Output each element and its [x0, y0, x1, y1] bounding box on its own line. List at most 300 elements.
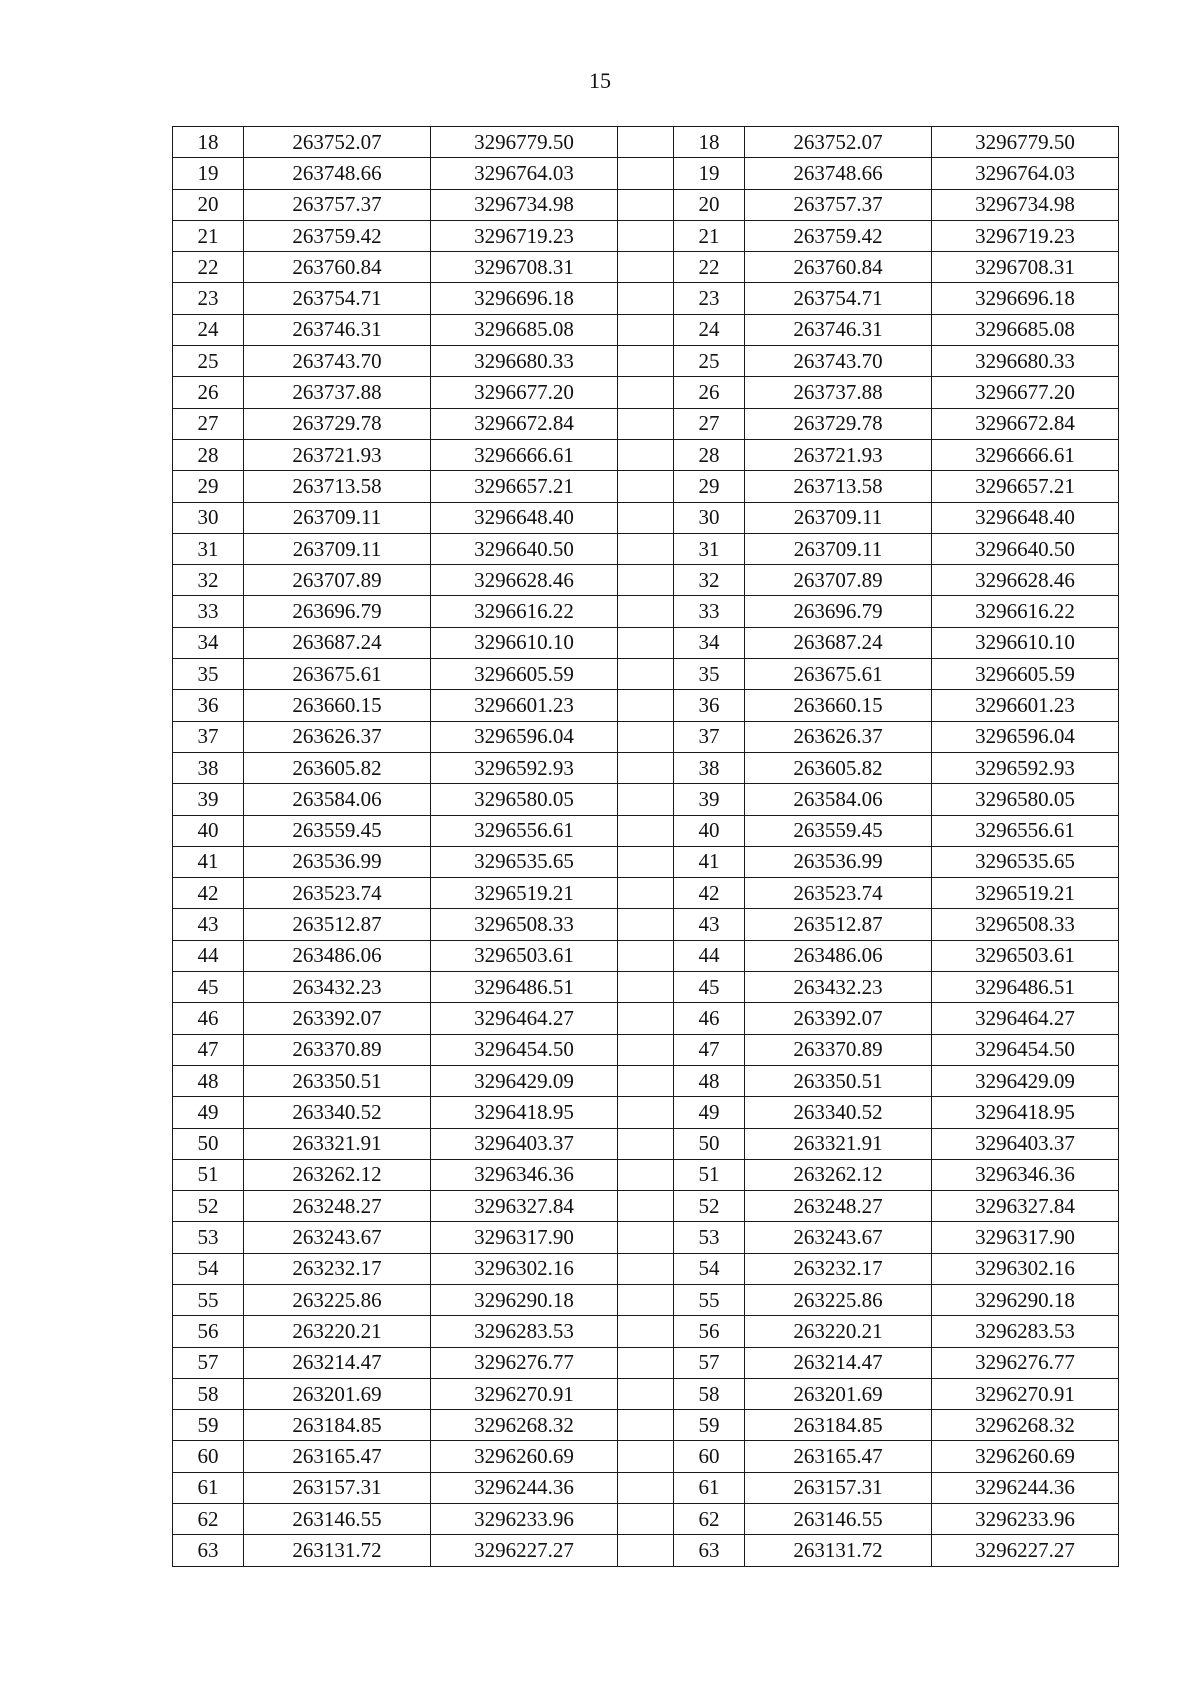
empty-separator-cell [618, 314, 674, 345]
point-number-left: 50 [173, 1128, 244, 1159]
point-number-left: 32 [173, 565, 244, 596]
table-row [173, 627, 1119, 658]
y-coordinate-right: 3296680.33 [932, 346, 1119, 377]
y-coordinate-right: 3296708.31 [932, 252, 1119, 283]
point-number-right: 35 [674, 659, 745, 690]
y-coordinate-right: 3296302.16 [932, 1253, 1119, 1284]
point-number-left: 18 [173, 127, 244, 158]
x-coordinate-right: 263754.71 [745, 283, 932, 314]
empty-separator-cell [618, 846, 674, 877]
y-coordinate-left: 3296233.96 [431, 1504, 618, 1535]
page-number: 15 [589, 68, 611, 93]
x-coordinate-right: 263432.23 [745, 972, 932, 1003]
y-coordinate-left: 3296519.21 [431, 878, 618, 909]
y-coordinate-left: 3296244.36 [431, 1472, 618, 1503]
x-coordinate-left: 263626.37 [244, 721, 431, 752]
point-number-right: 32 [674, 565, 745, 596]
empty-separator-cell [618, 721, 674, 752]
empty-separator-cell [618, 1410, 674, 1441]
empty-separator-cell [618, 1316, 674, 1347]
x-coordinate-left: 263605.82 [244, 752, 431, 783]
y-coordinate-left: 3296508.33 [431, 909, 618, 940]
y-coordinate-right: 3296601.23 [932, 690, 1119, 721]
point-number-right: 24 [674, 314, 745, 345]
x-coordinate-right: 263157.31 [745, 1472, 932, 1503]
empty-separator-cell [618, 784, 674, 815]
x-coordinate-left: 263559.45 [244, 815, 431, 846]
point-number-left: 37 [173, 721, 244, 752]
y-coordinate-left: 3296640.50 [431, 533, 618, 564]
table-row [173, 1535, 1119, 1566]
point-number-right: 26 [674, 377, 745, 408]
x-coordinate-left: 263321.91 [244, 1128, 431, 1159]
x-coordinate-right: 263746.31 [745, 314, 932, 345]
x-coordinate-right: 263248.27 [745, 1191, 932, 1222]
y-coordinate-right: 3296648.40 [932, 502, 1119, 533]
table-row [173, 252, 1119, 283]
x-coordinate-right: 263523.74 [745, 878, 932, 909]
y-coordinate-left: 3296779.50 [431, 127, 618, 158]
point-number-right: 20 [674, 189, 745, 220]
point-number-left: 57 [173, 1347, 244, 1378]
y-coordinate-left: 3296596.04 [431, 721, 618, 752]
y-coordinate-right: 3296429.09 [932, 1065, 1119, 1096]
point-number-right: 23 [674, 283, 745, 314]
x-coordinate-right: 263757.37 [745, 189, 932, 220]
point-number-right: 33 [674, 596, 745, 627]
x-coordinate-left: 263262.12 [244, 1159, 431, 1190]
y-coordinate-left: 3296610.10 [431, 627, 618, 658]
table-row [173, 1191, 1119, 1222]
y-coordinate-right: 3296719.23 [932, 220, 1119, 251]
point-number-right: 58 [674, 1378, 745, 1409]
point-number-right: 22 [674, 252, 745, 283]
table-row [173, 878, 1119, 909]
point-number-right: 27 [674, 408, 745, 439]
table-row [173, 1347, 1119, 1378]
empty-separator-cell [618, 1535, 674, 1566]
y-coordinate-left: 3296556.61 [431, 815, 618, 846]
point-number-left: 61 [173, 1472, 244, 1503]
table-row [173, 972, 1119, 1003]
point-number-left: 41 [173, 846, 244, 877]
y-coordinate-right: 3296233.96 [932, 1504, 1119, 1535]
y-coordinate-left: 3296317.90 [431, 1222, 618, 1253]
table-row [173, 1284, 1119, 1315]
empty-separator-cell [618, 659, 674, 690]
empty-separator-cell [618, 909, 674, 940]
x-coordinate-right: 263707.89 [745, 565, 932, 596]
x-coordinate-left: 263486.06 [244, 940, 431, 971]
table-row [173, 690, 1119, 721]
y-coordinate-left: 3296680.33 [431, 346, 618, 377]
y-coordinate-right: 3296657.21 [932, 471, 1119, 502]
y-coordinate-right: 3296290.18 [932, 1284, 1119, 1315]
y-coordinate-left: 3296648.40 [431, 502, 618, 533]
empty-separator-cell [618, 1284, 674, 1315]
y-coordinate-right: 3296486.51 [932, 972, 1119, 1003]
x-coordinate-left: 263157.31 [244, 1472, 431, 1503]
y-coordinate-left: 3296719.23 [431, 220, 618, 251]
x-coordinate-left: 263201.69 [244, 1378, 431, 1409]
point-number-left: 24 [173, 314, 244, 345]
x-coordinate-left: 263131.72 [244, 1535, 431, 1566]
point-number-left: 51 [173, 1159, 244, 1190]
point-number-left: 53 [173, 1222, 244, 1253]
x-coordinate-left: 263737.88 [244, 377, 431, 408]
table-row [173, 940, 1119, 971]
point-number-left: 33 [173, 596, 244, 627]
x-coordinate-right: 263752.07 [745, 127, 932, 158]
y-coordinate-right: 3296276.77 [932, 1347, 1119, 1378]
y-coordinate-left: 3296734.98 [431, 189, 618, 220]
table-row [173, 377, 1119, 408]
empty-separator-cell [618, 1441, 674, 1472]
x-coordinate-left: 263729.78 [244, 408, 431, 439]
table-row [173, 346, 1119, 377]
empty-separator-cell [618, 252, 674, 283]
table-row [173, 314, 1119, 345]
empty-separator-cell [618, 1222, 674, 1253]
y-coordinate-right: 3296764.03 [932, 158, 1119, 189]
y-coordinate-left: 3296601.23 [431, 690, 618, 721]
point-number-right: 51 [674, 1159, 745, 1190]
point-number-right: 29 [674, 471, 745, 502]
table-row [173, 1222, 1119, 1253]
point-number-right: 28 [674, 439, 745, 470]
y-coordinate-right: 3296418.95 [932, 1097, 1119, 1128]
point-number-right: 44 [674, 940, 745, 971]
x-coordinate-right: 263721.93 [745, 439, 932, 470]
y-coordinate-right: 3296260.69 [932, 1441, 1119, 1472]
y-coordinate-right: 3296346.36 [932, 1159, 1119, 1190]
y-coordinate-left: 3296708.31 [431, 252, 618, 283]
x-coordinate-left: 263713.58 [244, 471, 431, 502]
y-coordinate-left: 3296657.21 [431, 471, 618, 502]
x-coordinate-right: 263737.88 [745, 377, 932, 408]
empty-separator-cell [618, 1253, 674, 1284]
y-coordinate-right: 3296227.27 [932, 1535, 1119, 1566]
table-row [173, 565, 1119, 596]
x-coordinate-left: 263370.89 [244, 1034, 431, 1065]
y-coordinate-left: 3296616.22 [431, 596, 618, 627]
x-coordinate-left: 263687.24 [244, 627, 431, 658]
point-number-left: 29 [173, 471, 244, 502]
y-coordinate-left: 3296535.65 [431, 846, 618, 877]
empty-separator-cell [618, 346, 674, 377]
y-coordinate-left: 3296260.69 [431, 1441, 618, 1472]
table-row [173, 846, 1119, 877]
empty-separator-cell [618, 1159, 674, 1190]
x-coordinate-right: 263220.21 [745, 1316, 932, 1347]
x-coordinate-left: 263759.42 [244, 220, 431, 251]
y-coordinate-left: 3296227.27 [431, 1535, 618, 1566]
y-coordinate-left: 3296346.36 [431, 1159, 618, 1190]
point-number-right: 47 [674, 1034, 745, 1065]
point-number-right: 50 [674, 1128, 745, 1159]
x-coordinate-left: 263523.74 [244, 878, 431, 909]
y-coordinate-right: 3296592.93 [932, 752, 1119, 783]
table-row [173, 1128, 1119, 1159]
x-coordinate-right: 263350.51 [745, 1065, 932, 1096]
x-coordinate-right: 263131.72 [745, 1535, 932, 1566]
x-coordinate-left: 263350.51 [244, 1065, 431, 1096]
x-coordinate-left: 263248.27 [244, 1191, 431, 1222]
y-coordinate-right: 3296666.61 [932, 439, 1119, 470]
y-coordinate-left: 3296290.18 [431, 1284, 618, 1315]
x-coordinate-left: 263243.67 [244, 1222, 431, 1253]
table-row [173, 1316, 1119, 1347]
empty-separator-cell [618, 1128, 674, 1159]
y-coordinate-left: 3296672.84 [431, 408, 618, 439]
table-row [173, 1253, 1119, 1284]
empty-separator-cell [618, 596, 674, 627]
table-row [173, 815, 1119, 846]
x-coordinate-right: 263232.17 [745, 1253, 932, 1284]
table-row [173, 1504, 1119, 1535]
point-number-right: 39 [674, 784, 745, 815]
x-coordinate-right: 263214.47 [745, 1347, 932, 1378]
x-coordinate-right: 263486.06 [745, 940, 932, 971]
y-coordinate-right: 3296610.10 [932, 627, 1119, 658]
x-coordinate-left: 263760.84 [244, 252, 431, 283]
point-number-right: 37 [674, 721, 745, 752]
point-number-left: 49 [173, 1097, 244, 1128]
table-row [173, 1159, 1119, 1190]
coordinates-table [172, 126, 1119, 1567]
y-coordinate-right: 3296605.59 [932, 659, 1119, 690]
y-coordinate-right: 3296283.53 [932, 1316, 1119, 1347]
point-number-right: 63 [674, 1535, 745, 1566]
y-coordinate-left: 3296696.18 [431, 283, 618, 314]
empty-separator-cell [618, 158, 674, 189]
x-coordinate-left: 263584.06 [244, 784, 431, 815]
y-coordinate-right: 3296270.91 [932, 1378, 1119, 1409]
point-number-right: 43 [674, 909, 745, 940]
point-number-right: 62 [674, 1504, 745, 1535]
point-number-right: 34 [674, 627, 745, 658]
y-coordinate-left: 3296429.09 [431, 1065, 618, 1096]
x-coordinate-left: 263754.71 [244, 283, 431, 314]
x-coordinate-right: 263748.66 [745, 158, 932, 189]
x-coordinate-right: 263660.15 [745, 690, 932, 721]
point-number-left: 30 [173, 502, 244, 533]
y-coordinate-left: 3296666.61 [431, 439, 618, 470]
y-coordinate-left: 3296276.77 [431, 1347, 618, 1378]
x-coordinate-left: 263696.79 [244, 596, 431, 627]
empty-separator-cell [618, 502, 674, 533]
x-coordinate-right: 263584.06 [745, 784, 932, 815]
point-number-left: 21 [173, 220, 244, 251]
table-row [173, 1003, 1119, 1034]
point-number-right: 57 [674, 1347, 745, 1378]
point-number-right: 25 [674, 346, 745, 377]
point-number-right: 46 [674, 1003, 745, 1034]
table-row [173, 1097, 1119, 1128]
x-coordinate-left: 263707.89 [244, 565, 431, 596]
empty-separator-cell [618, 220, 674, 251]
point-number-right: 36 [674, 690, 745, 721]
x-coordinate-left: 263709.11 [244, 533, 431, 564]
x-coordinate-right: 263713.58 [745, 471, 932, 502]
point-number-right: 60 [674, 1441, 745, 1472]
x-coordinate-right: 263759.42 [745, 220, 932, 251]
y-coordinate-right: 3296508.33 [932, 909, 1119, 940]
x-coordinate-right: 263201.69 [745, 1378, 932, 1409]
table-row [173, 1441, 1119, 1472]
empty-separator-cell [618, 1347, 674, 1378]
x-coordinate-left: 263392.07 [244, 1003, 431, 1034]
x-coordinate-right: 263392.07 [745, 1003, 932, 1034]
point-number-right: 48 [674, 1065, 745, 1096]
x-coordinate-right: 263225.86 [745, 1284, 932, 1315]
y-coordinate-right: 3296535.65 [932, 846, 1119, 877]
table-row [173, 1065, 1119, 1096]
y-coordinate-right: 3296464.27 [932, 1003, 1119, 1034]
y-coordinate-left: 3296302.16 [431, 1253, 618, 1284]
empty-separator-cell [618, 127, 674, 158]
y-coordinate-right: 3296734.98 [932, 189, 1119, 220]
x-coordinate-right: 263243.67 [745, 1222, 932, 1253]
y-coordinate-right: 3296403.37 [932, 1128, 1119, 1159]
table-row [173, 659, 1119, 690]
empty-separator-cell [618, 533, 674, 564]
x-coordinate-right: 263536.99 [745, 846, 932, 877]
y-coordinate-right: 3296596.04 [932, 721, 1119, 752]
x-coordinate-left: 263220.21 [244, 1316, 431, 1347]
y-coordinate-left: 3296283.53 [431, 1316, 618, 1347]
empty-separator-cell [618, 690, 674, 721]
y-coordinate-right: 3296677.20 [932, 377, 1119, 408]
empty-separator-cell [618, 1378, 674, 1409]
table-row [173, 127, 1119, 158]
x-coordinate-right: 263743.70 [745, 346, 932, 377]
table-row [173, 189, 1119, 220]
x-coordinate-right: 263605.82 [745, 752, 932, 783]
y-coordinate-left: 3296464.27 [431, 1003, 618, 1034]
point-number-left: 39 [173, 784, 244, 815]
table-row [173, 471, 1119, 502]
point-number-left: 31 [173, 533, 244, 564]
point-number-right: 52 [674, 1191, 745, 1222]
point-number-right: 40 [674, 815, 745, 846]
empty-separator-cell [618, 471, 674, 502]
x-coordinate-left: 263757.37 [244, 189, 431, 220]
x-coordinate-right: 263760.84 [745, 252, 932, 283]
x-coordinate-right: 263262.12 [745, 1159, 932, 1190]
point-number-left: 44 [173, 940, 244, 971]
point-number-right: 41 [674, 846, 745, 877]
y-coordinate-left: 3296628.46 [431, 565, 618, 596]
empty-separator-cell [618, 627, 674, 658]
point-number-right: 45 [674, 972, 745, 1003]
point-number-right: 61 [674, 1472, 745, 1503]
y-coordinate-right: 3296779.50 [932, 127, 1119, 158]
point-number-left: 19 [173, 158, 244, 189]
x-coordinate-right: 263709.11 [745, 502, 932, 533]
empty-separator-cell [618, 815, 674, 846]
y-coordinate-left: 3296403.37 [431, 1128, 618, 1159]
point-number-left: 46 [173, 1003, 244, 1034]
y-coordinate-right: 3296628.46 [932, 565, 1119, 596]
table-row [173, 909, 1119, 940]
empty-separator-cell [618, 940, 674, 971]
x-coordinate-left: 263432.23 [244, 972, 431, 1003]
point-number-left: 34 [173, 627, 244, 658]
y-coordinate-right: 3296616.22 [932, 596, 1119, 627]
empty-separator-cell [618, 1191, 674, 1222]
table-row [173, 752, 1119, 783]
point-number-right: 54 [674, 1253, 745, 1284]
x-coordinate-left: 263232.17 [244, 1253, 431, 1284]
empty-separator-cell [618, 439, 674, 470]
table-row [173, 1378, 1119, 1409]
y-coordinate-left: 3296764.03 [431, 158, 618, 189]
point-number-left: 43 [173, 909, 244, 940]
x-coordinate-left: 263752.07 [244, 127, 431, 158]
x-coordinate-left: 263146.55 [244, 1504, 431, 1535]
point-number-left: 54 [173, 1253, 244, 1284]
point-number-left: 22 [173, 252, 244, 283]
empty-separator-cell [618, 408, 674, 439]
x-coordinate-right: 263709.11 [745, 533, 932, 564]
point-number-right: 53 [674, 1222, 745, 1253]
table-row [173, 158, 1119, 189]
x-coordinate-left: 263184.85 [244, 1410, 431, 1441]
x-coordinate-left: 263721.93 [244, 439, 431, 470]
y-coordinate-left: 3296592.93 [431, 752, 618, 783]
empty-separator-cell [618, 377, 674, 408]
y-coordinate-right: 3296244.36 [932, 1472, 1119, 1503]
point-number-left: 47 [173, 1034, 244, 1065]
y-coordinate-right: 3296696.18 [932, 283, 1119, 314]
x-coordinate-right: 263512.87 [745, 909, 932, 940]
x-coordinate-left: 263214.47 [244, 1347, 431, 1378]
point-number-right: 21 [674, 220, 745, 251]
x-coordinate-right: 263675.61 [745, 659, 932, 690]
table-row [173, 283, 1119, 314]
y-coordinate-right: 3296640.50 [932, 533, 1119, 564]
table-row [173, 721, 1119, 752]
empty-separator-cell [618, 1097, 674, 1128]
point-number-right: 30 [674, 502, 745, 533]
x-coordinate-right: 263184.85 [745, 1410, 932, 1441]
point-number-left: 45 [173, 972, 244, 1003]
table-row [173, 439, 1119, 470]
x-coordinate-right: 263696.79 [745, 596, 932, 627]
y-coordinate-right: 3296503.61 [932, 940, 1119, 971]
x-coordinate-left: 263660.15 [244, 690, 431, 721]
point-number-right: 56 [674, 1316, 745, 1347]
y-coordinate-right: 3296519.21 [932, 878, 1119, 909]
point-number-left: 36 [173, 690, 244, 721]
point-number-left: 23 [173, 283, 244, 314]
x-coordinate-right: 263626.37 [745, 721, 932, 752]
table-row [173, 1034, 1119, 1065]
coordinates-table-body [173, 127, 1119, 1567]
point-number-right: 18 [674, 127, 745, 158]
y-coordinate-left: 3296418.95 [431, 1097, 618, 1128]
empty-separator-cell [618, 1472, 674, 1503]
point-number-left: 27 [173, 408, 244, 439]
point-number-left: 40 [173, 815, 244, 846]
empty-separator-cell [618, 878, 674, 909]
point-number-left: 20 [173, 189, 244, 220]
y-coordinate-left: 3296677.20 [431, 377, 618, 408]
table-row [173, 408, 1119, 439]
point-number-right: 31 [674, 533, 745, 564]
point-number-right: 55 [674, 1284, 745, 1315]
